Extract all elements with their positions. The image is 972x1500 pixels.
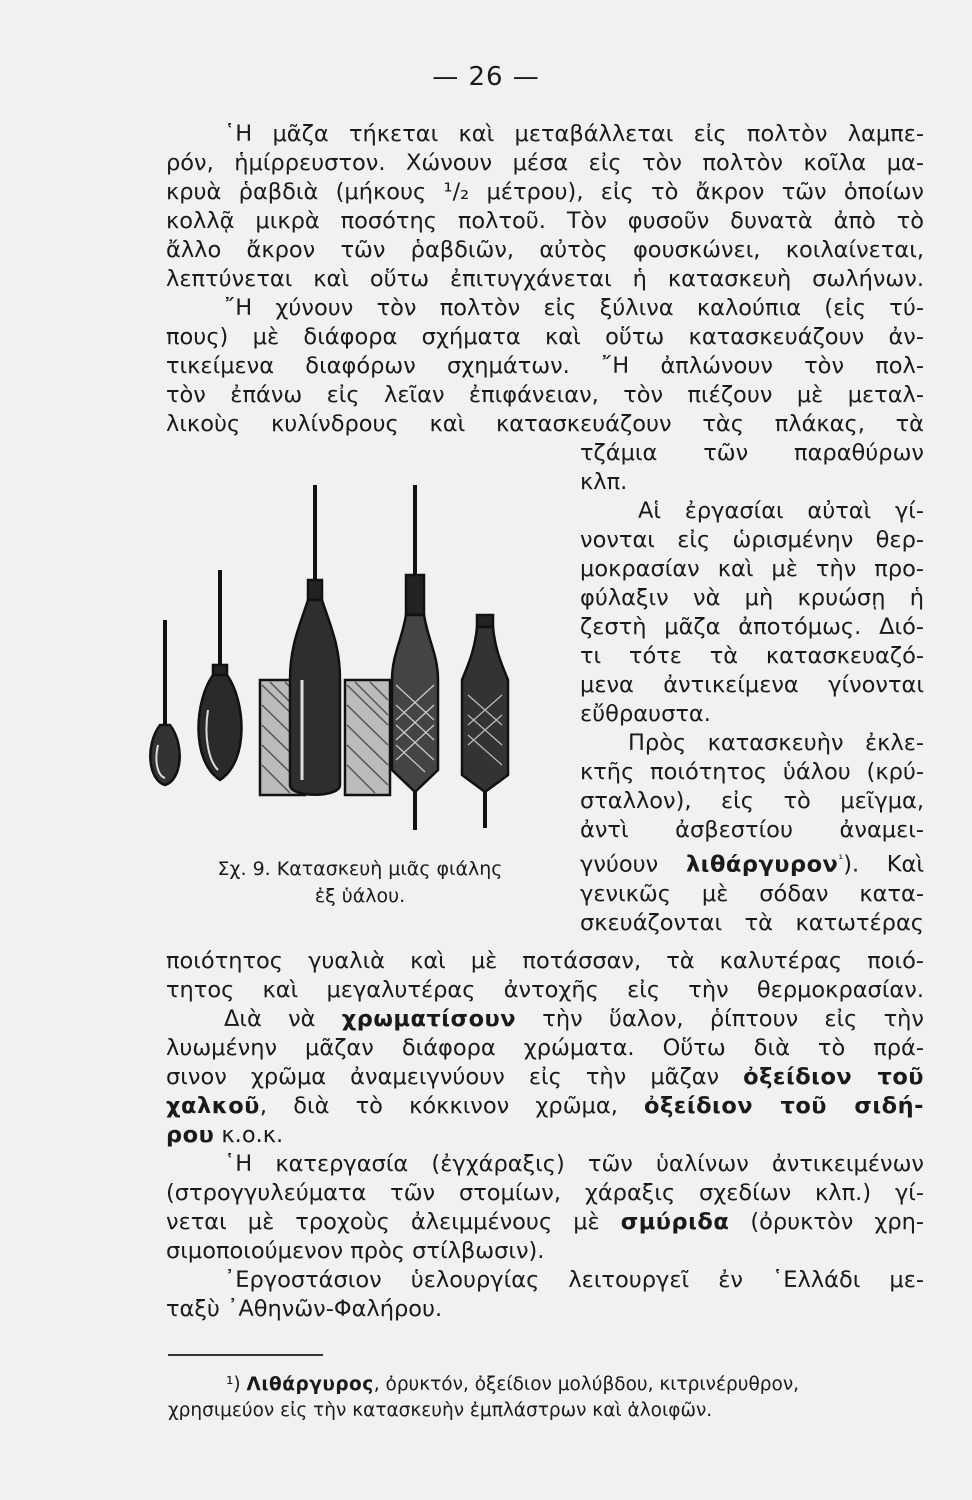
text-line: κτῆς ποιότητος ὑάλου (κρύ- <box>580 759 924 785</box>
text-line: ῾Η κατεργασία (ἐγχάραξις) τῶν ὑαλίνων ἀντικειμένων <box>224 1151 924 1177</box>
text-line <box>166 1063 924 1092</box>
bold-term: ρου <box>166 1122 215 1148</box>
text-line: λεπτύνεται καὶ οὕτω ἐπιτυγχάνεται ἡ κατασκευὴ σωλήνων. <box>166 266 924 292</box>
text-run: , διὰ τὸ κόκκινον χρῶμα, <box>259 1093 645 1119</box>
text-line: εὔθραυστα. <box>580 701 711 727</box>
text-line: μοκρασίαν καὶ μὲ τὴν προ- <box>580 556 924 582</box>
text-run: γνύουν <box>580 851 686 878</box>
text-line: γενικῶς μὲ σόδαν κατα- <box>580 880 924 907</box>
footnote-divider <box>168 1354 323 1356</box>
text-line <box>580 845 924 880</box>
text-run: ). Καὶ <box>843 851 924 878</box>
text-line: φύλαξιν νὰ μὴ κρυώσῃ ἡ <box>580 585 924 611</box>
top-paragraph <box>166 120 924 439</box>
text-run: τὴν ὕαλον, ῥίπτουν εἰς τὴν <box>516 1006 925 1032</box>
text-line: κρυὰ ῥαβδιὰ (μήκους ¹/₂ μέτρου), εἰς τὸ ἄκρον τῶν ὁποίων <box>166 179 924 205</box>
footnote-ref: ¹ <box>838 852 844 866</box>
text-line: ποιότητος γυαλιὰ καὶ μὲ ποτάσσαν, τὰ καλυτέρας ποιό- <box>166 948 924 974</box>
text-line: κολλᾷ μικρὰ ποσότης πολτοῦ. Τὸν φυσοῦν δυνατὰ ἀπὸ τὸ <box>166 208 924 234</box>
finished-bottle <box>462 615 508 828</box>
text-line: ζεστὴ μᾶζα ἀποτόμως. Διό- <box>580 614 924 640</box>
bold-term: ὀξείδιον τοῦ <box>743 1064 924 1090</box>
text-line: τι τότε τὰ κατασκευαζό- <box>580 643 924 669</box>
text-line: τὸν ἐπάνω εἰς λεῖαν ἐπιφάνειαν, τὸν πιέζουν μὲ μεταλ- <box>166 382 924 408</box>
text-line: (στρογγυλεύματα τῶν στομίων, χάραξις σχεδίων κλπ.) γί- <box>166 1180 924 1206</box>
bold-term: σμύριδα <box>620 1209 730 1235</box>
blowpipe-bottle-shaped <box>392 485 438 830</box>
text-line: ρόν, ἡμίρρευστον. Χώνουν μέσα εἰς τὸν πολτὸν κοῖλα μα- <box>166 150 924 176</box>
footnote-mark: ¹) <box>226 1374 241 1395</box>
bold-term: λιθάργυρον <box>685 851 839 878</box>
text-line: κλπ. <box>580 469 628 495</box>
text-line: ταξὺ ᾿Αθηνῶν-Φαλήρου. <box>166 1296 443 1322</box>
caption-line: ἐξ ὑάλου. <box>314 885 406 907</box>
text-line: ῾Η μᾶζα τήκεται καὶ μεταβάλλεται εἰς πολτὸν λαμπε- <box>224 121 924 147</box>
text-line: σιμοποιούμενον πρὸς στίλβωσιν). <box>166 1238 545 1264</box>
text-line: σταλλον), εἰς τὸ μεῖγμα, <box>580 788 924 814</box>
text-run: κ.ο.κ. <box>214 1122 284 1148</box>
text-line <box>166 1005 924 1034</box>
footnote-line <box>168 1372 924 1398</box>
text-line: νονται εἰς ὡρισμένην θερ- <box>580 527 924 553</box>
text-run: σινον χρῶμα ἀναμειγνύουν εἰς τὴν μᾶζαν <box>166 1064 744 1090</box>
text-line: τικείμενα διαφόρων σχημάτων. ῎Η ἀπλώνουν τὸν πολ- <box>166 353 924 379</box>
text-line: ἄλλο ἄκρον τῶν ῥαβδιῶν, αὐτὸς φουσκώνει, κοιλαίνεται, <box>166 237 924 263</box>
text-line: μενα ἀντικείμενα γίνονται <box>580 672 924 698</box>
text-line <box>166 1121 924 1150</box>
text-line: λικοὺς κυλίνδρους καὶ κατασκευάζουν τὰς πλάκας, τὰ <box>166 411 924 437</box>
bottom-paragraphs <box>166 947 924 1324</box>
text-line: τζάμια τῶν παραθύρων <box>580 440 924 466</box>
text-line: ἀντὶ ἀσβεστίου ἀναμει- <box>580 817 924 843</box>
blowpipe-small-bulb <box>150 620 179 785</box>
text-line: πους) μὲ διάφορα σχήματα καὶ οὕτω κατασκευάζουν ἀν- <box>166 324 924 350</box>
text-line: ῎Η χύνουν τὸν πολτὸν εἰς ξύλινα καλούπια (εἰς τύ- <box>224 295 924 321</box>
bold-term: χαλκοῦ <box>166 1093 260 1119</box>
text-run: (ὀρυκτὸν χρη- <box>729 1209 924 1235</box>
text-run: , ὀρυκτόν, ὀξείδιον μολύβδου, κιτρινέρυθρον, <box>373 1374 800 1395</box>
text-line <box>166 1092 924 1121</box>
right-column <box>580 439 924 938</box>
blowpipe-pear-bulb <box>198 570 241 780</box>
bold-term: Λιθάργυρος <box>246 1374 374 1395</box>
text-line: ᾿Εργοστάσιον ὑελουργίας λειτουργεῖ ἐν ῾Ελλάδι με- <box>224 1267 924 1293</box>
bottle-figure <box>140 480 570 840</box>
text-run: νεται μὲ τροχοὺς ἀλειμμένους μὲ <box>166 1209 621 1235</box>
footnote <box>168 1372 924 1424</box>
bold-term: ὀξείδιον τοῦ σιδή- <box>644 1093 924 1119</box>
figure-caption <box>160 856 560 910</box>
text-line: τητος καὶ μεγαλυτέρας ἀντοχῆς εἰς τὴν θερμοκρασίαν. <box>166 977 924 1003</box>
footnote-line: χρησιμεύον εἰς τὴν κατασκευὴν ἐμπλάστρων καὶ ἀλοιφῶν. <box>168 1400 713 1421</box>
mold-right-half <box>345 680 390 795</box>
caption-line: Σχ. 9. Κατασκευὴ μιᾶς φιάλης <box>217 858 503 880</box>
blowpipe-bottle-in-mold <box>290 485 340 795</box>
text-line: Αἱ ἐργασίαι αὐταὶ γί- <box>638 498 924 524</box>
text-line: σκευάζονται τὰ κατωτέρας <box>580 909 924 936</box>
text-line: Πρὸς κατασκευὴν ἐκλε- <box>628 730 924 756</box>
text-line: λυωμένην μᾶζαν διάφορα χρώματα. Οὕτω διὰ τὸ πρά- <box>166 1035 924 1061</box>
page-number: — 26 — <box>432 62 540 92</box>
bold-term: χρωματίσουν <box>341 1006 517 1032</box>
text-line <box>166 1208 924 1237</box>
text-run: Διὰ νὰ <box>224 1006 342 1032</box>
